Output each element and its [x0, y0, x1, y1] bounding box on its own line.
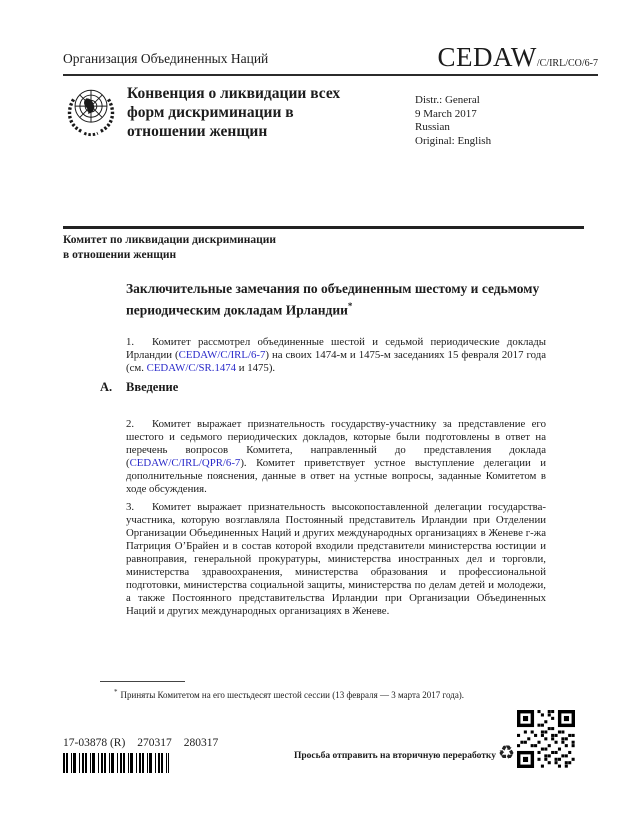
paragraph-number: 1. [126, 335, 135, 348]
title-footnote-marker: * [347, 300, 353, 311]
document-symbol [438, 42, 598, 73]
barcode [63, 753, 169, 773]
committee-heading-line: Комитет по ликвидации дискриминации [63, 234, 277, 246]
distr-line: Original: English [415, 134, 492, 147]
section-divider [63, 226, 584, 229]
page-title-text: Заключительные замечания по объединенным шестому и седьмому периодическим докладам Ирландии [126, 281, 540, 317]
footnote-text: Приняты Комитетом на его шестьдесят шестой сессии (13 февраля — 3 марта 2017 года). [120, 690, 465, 700]
paragraph-1 [126, 336, 546, 375]
footnote-marker: * [114, 688, 118, 696]
job-number: 17-03878 (R) [63, 737, 126, 749]
distr-line: Russian [415, 121, 450, 133]
footnote-divider [100, 681, 185, 682]
convention-title: Конвенция о ликвидации всех форм дискриминации в отношении женщин [127, 85, 341, 140]
paragraph-number: 2. [126, 417, 135, 430]
paragraph-text: Комитет рассмотрел объединенные шестой и седьмой периодические доклады Ирландии ( [126, 335, 546, 361]
paragraph-number: 3. [126, 500, 135, 513]
header-divider [63, 74, 598, 76]
recycle-note: Просьба отправить на вторичную переработку [294, 751, 496, 761]
committee-heading-line: в отношении женщин [63, 249, 177, 261]
document-symbol-main: CEDAW [437, 42, 537, 72]
paragraph-text: и 1475). [236, 361, 276, 374]
paragraph-text: Комитет выражает признательность государству-участнику за представление его шестого и седьмого периодических докладов, которые были подготовлены в ответ на перечень вопросов Комитета, направленный до представления доклада ( [126, 417, 546, 469]
org-name: Организация Объединенных Наций [63, 51, 269, 66]
date-code: 270317 [137, 737, 172, 749]
job-number-line [63, 737, 218, 749]
paragraph-text: Комитет выражает признательность высокопоставленной делегации государства-участника, которую возглавляла Постоянный представитель Ирландии при Отделении Организации Объединенных Наций и других международных организациях в Женеве г-жа Патриция О’Брайен и в состав которой входили представители министерства юстиции и равноправия, генеральной прокуратуры, министерства иностранных дел и торговли, министерства здравоохранения, министерства образования и профессиональной подготовки, министерства социальной защиты, министерства по делам детей и молодежи, а также Постоянного представительства Ирландии при Организации Объединенных Наций и других международных организациях в Женеве. [126, 500, 546, 617]
doc-symbol-link[interactable]: CEDAW/C/IRL/6-7 [178, 348, 266, 361]
paragraph-3 [126, 501, 546, 618]
qr-code [517, 707, 575, 771]
footnote [100, 687, 545, 701]
distribution-block [415, 94, 491, 148]
recycle-icon: ♻ [498, 742, 516, 764]
distr-line: 9 March 2017 [415, 107, 477, 120]
doc-symbol-link[interactable]: CEDAW/C/IRL/QPR/6-7 [129, 456, 241, 469]
committee-heading [63, 233, 276, 263]
document-symbol-suffix: /C/IRL/CO/6-7 [536, 58, 598, 69]
section-letter: A. [100, 380, 113, 394]
paragraph-text: ). Комитет приветствует устное выступление делегации и дополнительные пояснения, данные в ответ на устные вопросы, заданные Комитетом в ходе обсуждения. [126, 456, 546, 495]
distr-line: Distr.: General [415, 94, 480, 106]
paragraph-text: ) на своих 1474-м и 1475-м заседаниях 15 февраля 2017 года (см. [126, 348, 546, 374]
section-heading-introduction [100, 380, 178, 395]
doc-symbol-link[interactable]: CEDAW/C/SR.1474 [146, 361, 237, 374]
section-label: Введение [126, 380, 179, 394]
page-title [126, 280, 574, 319]
date-code: 280317 [183, 737, 219, 749]
un-emblem-icon [62, 82, 120, 140]
paragraph-2 [126, 418, 546, 496]
